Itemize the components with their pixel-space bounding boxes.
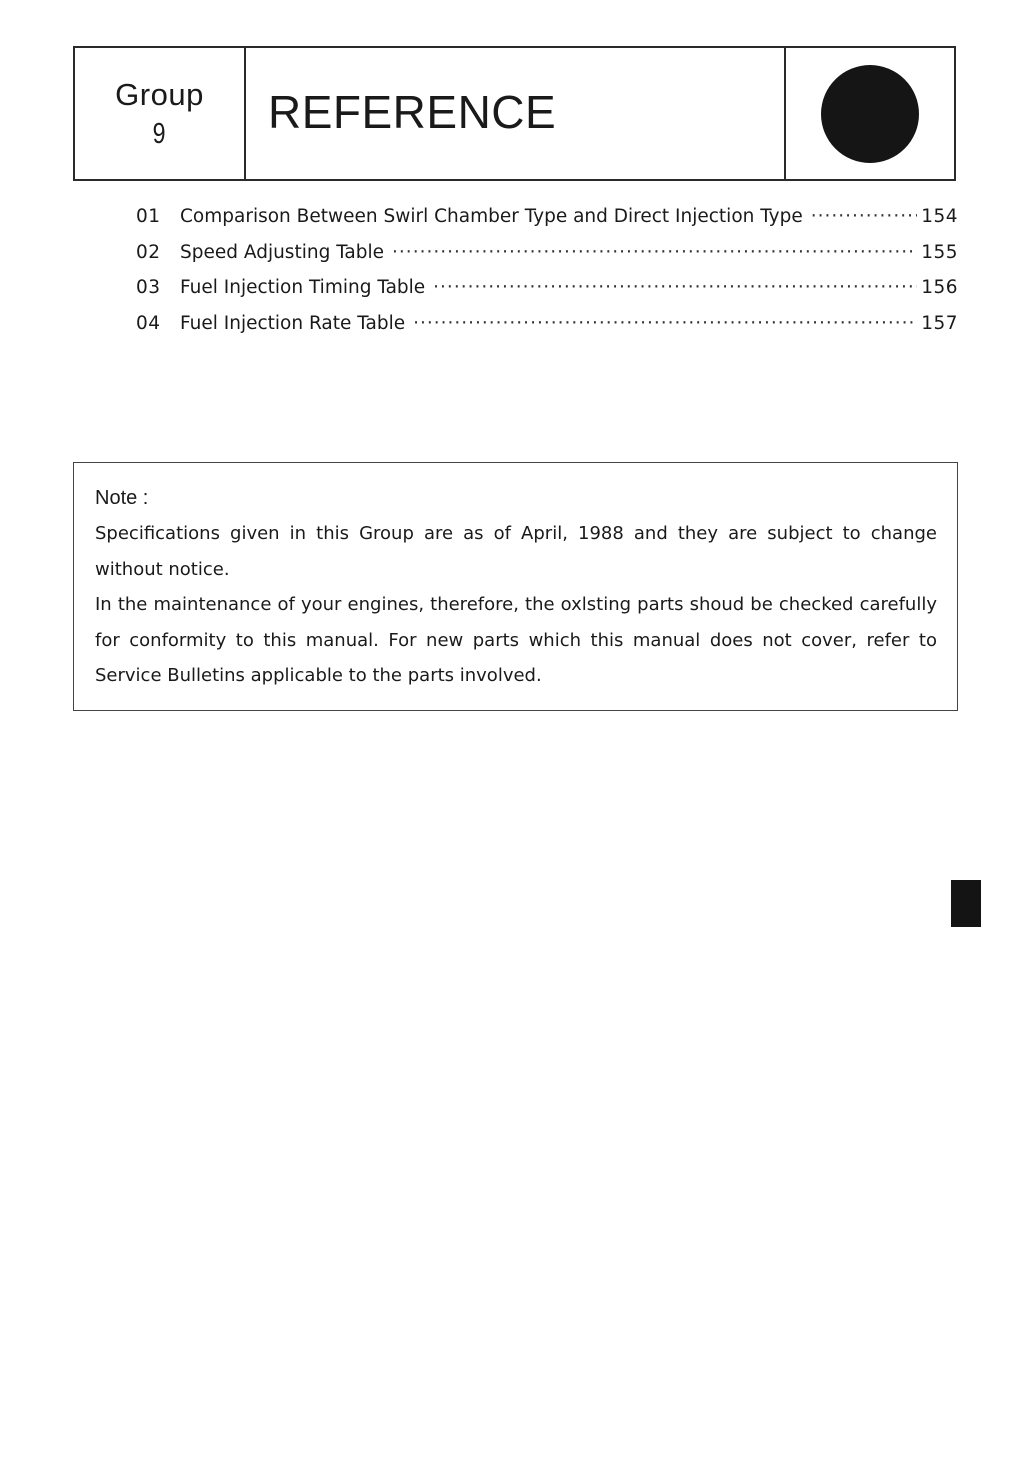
section-tab-marker bbox=[951, 880, 981, 927]
toc-item-page: 155 bbox=[921, 241, 958, 263]
group-label: Group bbox=[115, 76, 204, 112]
note-paragraph: Specifications given in this Group are as of April, 1988 and they are subject to change without notice. bbox=[95, 523, 937, 580]
toc-item[interactable] bbox=[136, 306, 958, 342]
note-label: Note : bbox=[95, 487, 149, 509]
toc-item-title: Comparison Between Swirl Chamber Type and Direct Injection Type bbox=[180, 206, 803, 227]
toc-item-title: Speed Adjusting Table bbox=[180, 241, 385, 263]
toc-item-number: 01 bbox=[136, 206, 161, 227]
title-cell bbox=[246, 48, 784, 179]
group-header bbox=[73, 46, 956, 181]
table-of-contents bbox=[136, 199, 958, 341]
note-paragraph: In the maintenance of your engines, therefore, the oxlsting parts shoud be checked carefully for conformity to this manual. For new parts which this manual does not cover, refer to Service Bulletins applicable to the parts involved. bbox=[95, 594, 937, 686]
disc-cell bbox=[784, 48, 954, 179]
toc-dot-leader bbox=[811, 199, 917, 235]
toc-item-number: 03 bbox=[136, 277, 161, 298]
group-number: 9 bbox=[153, 117, 166, 150]
toc-item-title: Fuel Injection Rate Table bbox=[180, 312, 406, 334]
toc-item-page: 154 bbox=[921, 206, 958, 227]
group-cell bbox=[75, 48, 246, 179]
toc-item-page: 157 bbox=[921, 312, 958, 334]
toc-item-number: 04 bbox=[136, 312, 161, 334]
page-title: REFERENCE bbox=[268, 85, 557, 138]
toc-item[interactable] bbox=[136, 270, 958, 306]
black-disc-icon bbox=[821, 65, 919, 163]
toc-item-number: 02 bbox=[136, 241, 161, 263]
toc-item[interactable] bbox=[136, 235, 958, 271]
toc-dot-leader bbox=[392, 235, 917, 271]
note-box bbox=[73, 462, 958, 711]
toc-item-title: Fuel Injection Timing Table bbox=[180, 277, 426, 298]
toc-dot-leader bbox=[433, 270, 917, 306]
toc-dot-leader bbox=[413, 306, 917, 342]
toc-item-page: 156 bbox=[921, 277, 958, 298]
toc-item[interactable] bbox=[136, 199, 958, 235]
